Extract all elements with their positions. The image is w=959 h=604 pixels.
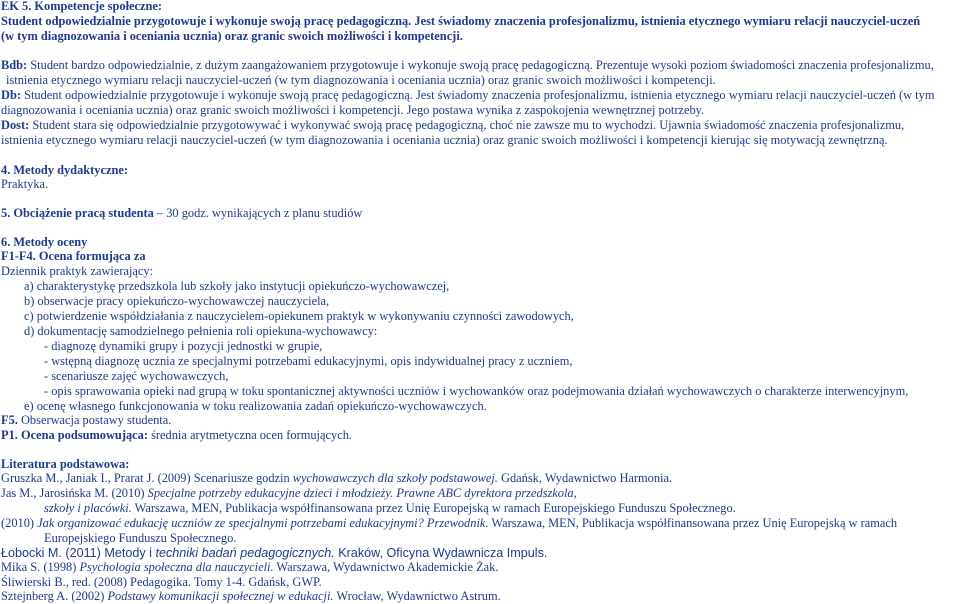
section-5-heading: 5. Obciążenie pracą studenta (1, 206, 154, 220)
diary-item-d: d) dokumentację samodzielnego pełnienia roli opiekuna-wychowawcy: (24, 324, 378, 338)
reference-6: Śliwierski B., red. (2008) Pedagogika. Tomy 1-4. Gdańsk, GWP. (1, 575, 322, 589)
grade-bdb-label: Bdb: (1, 58, 28, 72)
diary-item-c: c) potwierdzenie współdziałania z nauczycielem-opiekunem praktyk w wykonywaniu czynności zawodowych, (24, 309, 574, 323)
f5-line (1, 413, 171, 428)
diary-subitem-3: - scenariusze zajęć wychowawczych, (44, 369, 229, 383)
reference-5-publisher: Warszawa, Wydawnictwo Akademickie Żak. (273, 560, 499, 574)
reference-4 (1, 546, 547, 561)
reference-2-title: Specjalne potrzeby edukacyjne dzieci i młodzieży. Prawne ABC dyrektora przedszkola, (147, 486, 577, 500)
reference-1-publisher: Gdańsk, Wydawnictwo Harmonia. (497, 471, 673, 485)
reference-3-publisher: Warszawa, MEN, Publikacja współfinansowana przez Unię Europejską w ramach (488, 516, 898, 530)
grade-db-line-1 (1, 88, 934, 103)
reference-4-title: techniki badań pedagogicznych. (155, 546, 335, 560)
reference-2-publisher: Warszawa, MEN, Publikacja współfinansowana przez Unię Europejską w ramach Europejskiego Funduszu Społecznego. (131, 501, 736, 515)
diary-subitem-2: - wstępną diagnozę ucznia ze specjalnymi potrzebami edukacyjnymi, opis indywidualnej pracy z uczniem, (44, 354, 573, 368)
p1-line (1, 428, 352, 443)
grade-db-text: Student odpowiedzialnie przygotowuje i wykonuje swoją pracę pedagogiczną. Jest świadomy znaczenia profesjonalizmu, istnienia etycznego wymiaru relacji nauczyciel-uczeń (w tym (20, 88, 935, 102)
literature-heading: Literatura podstawowa: (1, 457, 130, 471)
grade-dst-line-2: istnienia etycznego wymiaru relacji nauczyciel-uczeń (w tym diagnozowania i oceniania ucznia) oraz granic swoich możliwości i kompetencji kierując się motywacją zewnętrzną. (1, 133, 888, 147)
reference-1-authors: Gruszka M., Janiak I., Prarat J. (2009) Scenariusze godzin (1, 471, 293, 485)
reference-3-year: (2010) (1, 516, 38, 530)
reference-7-publisher: Wrocław, Wydawnictwo Astrum. (333, 589, 501, 603)
reference-4-authors: Łobocki M. (2011) Metody i (1, 546, 156, 560)
reference-1-title: wychowawczych dla szkoły podstawowej. (292, 471, 498, 485)
reference-5-title: Psychologia społeczna dla nauczycieli. (79, 560, 274, 574)
diary-intro: Dziennik praktyk zawierający: (1, 264, 154, 278)
reference-7-title: Podstawy komunikacji społecznej w edukacji. (107, 589, 334, 603)
section-5-text: – 30 godz. wynikających z planu studiów (153, 206, 363, 220)
reference-2 (1, 486, 577, 501)
section-5-line (1, 206, 362, 221)
diary-item-e: e) ocenę własnego funkcjonowania w toku realizowania zadań opiekuńczo-wychowawczych. (24, 399, 487, 413)
reference-5-authors: Mika S. (1998) (1, 560, 80, 574)
grade-bdb-line-1 (1, 58, 934, 73)
grade-bdb-line-2: istnienia etycznego wymiaru relacji nauczyciel-uczeń (w tym diagnozowania i oceniania ucznia) oraz granic swoich możliwości i kompetencji. (6, 73, 716, 87)
ek5-description-line-2: (w tym diagnozowania i oceniania ucznia) oraz granic swoich możliwości i kompetencji. (1, 29, 463, 43)
grade-dst-label: Dost: (1, 118, 30, 132)
grade-bdb-text: Student bardzo odpowiedzialnie, z dużym zaangażowaniem przygotowuje i wykonuje swoją pracę pedagogiczną. Prezentuje wysoki poziom świadomości znaczenia profesjonalizmu, (27, 58, 934, 72)
f5-label: F5. (1, 413, 18, 427)
reference-2-title-cont: szkoły i placówki. (44, 501, 132, 515)
section-4-heading: 4. Metody dydaktyczne: (1, 163, 128, 177)
ek5-heading: EK 5. Kompetencje społeczne: (1, 0, 163, 13)
reference-4-publisher: Kraków, Oficyna Wydawnicza Impuls. (334, 546, 548, 560)
p1-text: średnia arytmetyczna ocen formujących. (147, 428, 352, 442)
grade-dst-text: Student stara się odpowiedzialnie przygotowywać i wykonywać swoją pracę pedagogiczną, choć nie zawsze mu to wychodzi. Ujawnia świadomość znaczenia profesjonalizmu, (29, 118, 905, 132)
reference-3-cont: Europejskiego Funduszu Społecznego. (44, 531, 237, 545)
reference-5 (1, 560, 498, 575)
reference-3 (1, 516, 897, 531)
diary-subitem-1: - diagnozę dynamiki grupy i pozycji jednostki w grupie, (44, 339, 323, 353)
ek5-description-line-1: Student odpowiedzialnie przygotowuje i wykonuje swoją pracę pedagogiczną. Jest świadomy znaczenia profesjonalizmu, istnienia etycznego wymiaru relacji nauczyciel-uczeń (1, 14, 921, 28)
reference-3-title: Jak organizować edukację uczniów ze specjalnymi potrzebami edukacyjnymi? Przewodnik. (37, 516, 489, 530)
f5-text: Obserwacja postawy studenta. (17, 413, 172, 427)
formative-assessment-label: F1-F4. Ocena formująca za (1, 249, 146, 263)
diary-item-a: a) charakterystykę przedszkola lub szkoły jako instytucji opiekuńczo-wychowawczej, (24, 279, 450, 293)
reference-7-authors: Sztejnberg A. (2002) (1, 589, 108, 603)
section-6-heading: 6. Metody oceny (1, 235, 88, 249)
grade-dst-line-1 (1, 118, 904, 133)
reference-7 (1, 589, 501, 604)
p1-label: P1. Ocena podsumowująca: (1, 428, 148, 442)
section-4-text: Praktyka. (1, 177, 49, 191)
reference-2-authors: Jas M., Jarosińska M. (2010) (1, 486, 148, 500)
grade-db-line-2: diagnozowania i oceniania ucznia) oraz granic swoich możliwości i kompetencji. Jego postawa wynika z zaspokojenia wewnętrznej potrzeby. (1, 103, 705, 117)
diary-subitem-4: - opis sprawowania opieki nad grupą w toku spontanicznej aktywności uczniów i wychowanków oraz podejmowania działań wychowawczych o charakterze interwencyjnym, (44, 384, 909, 398)
grade-db-label: Db: (1, 88, 21, 102)
reference-2-cont (44, 501, 736, 516)
reference-1 (1, 471, 672, 486)
diary-item-b: b) obserwacje pracy opiekuńczo-wychowawczej nauczyciela, (24, 294, 330, 308)
